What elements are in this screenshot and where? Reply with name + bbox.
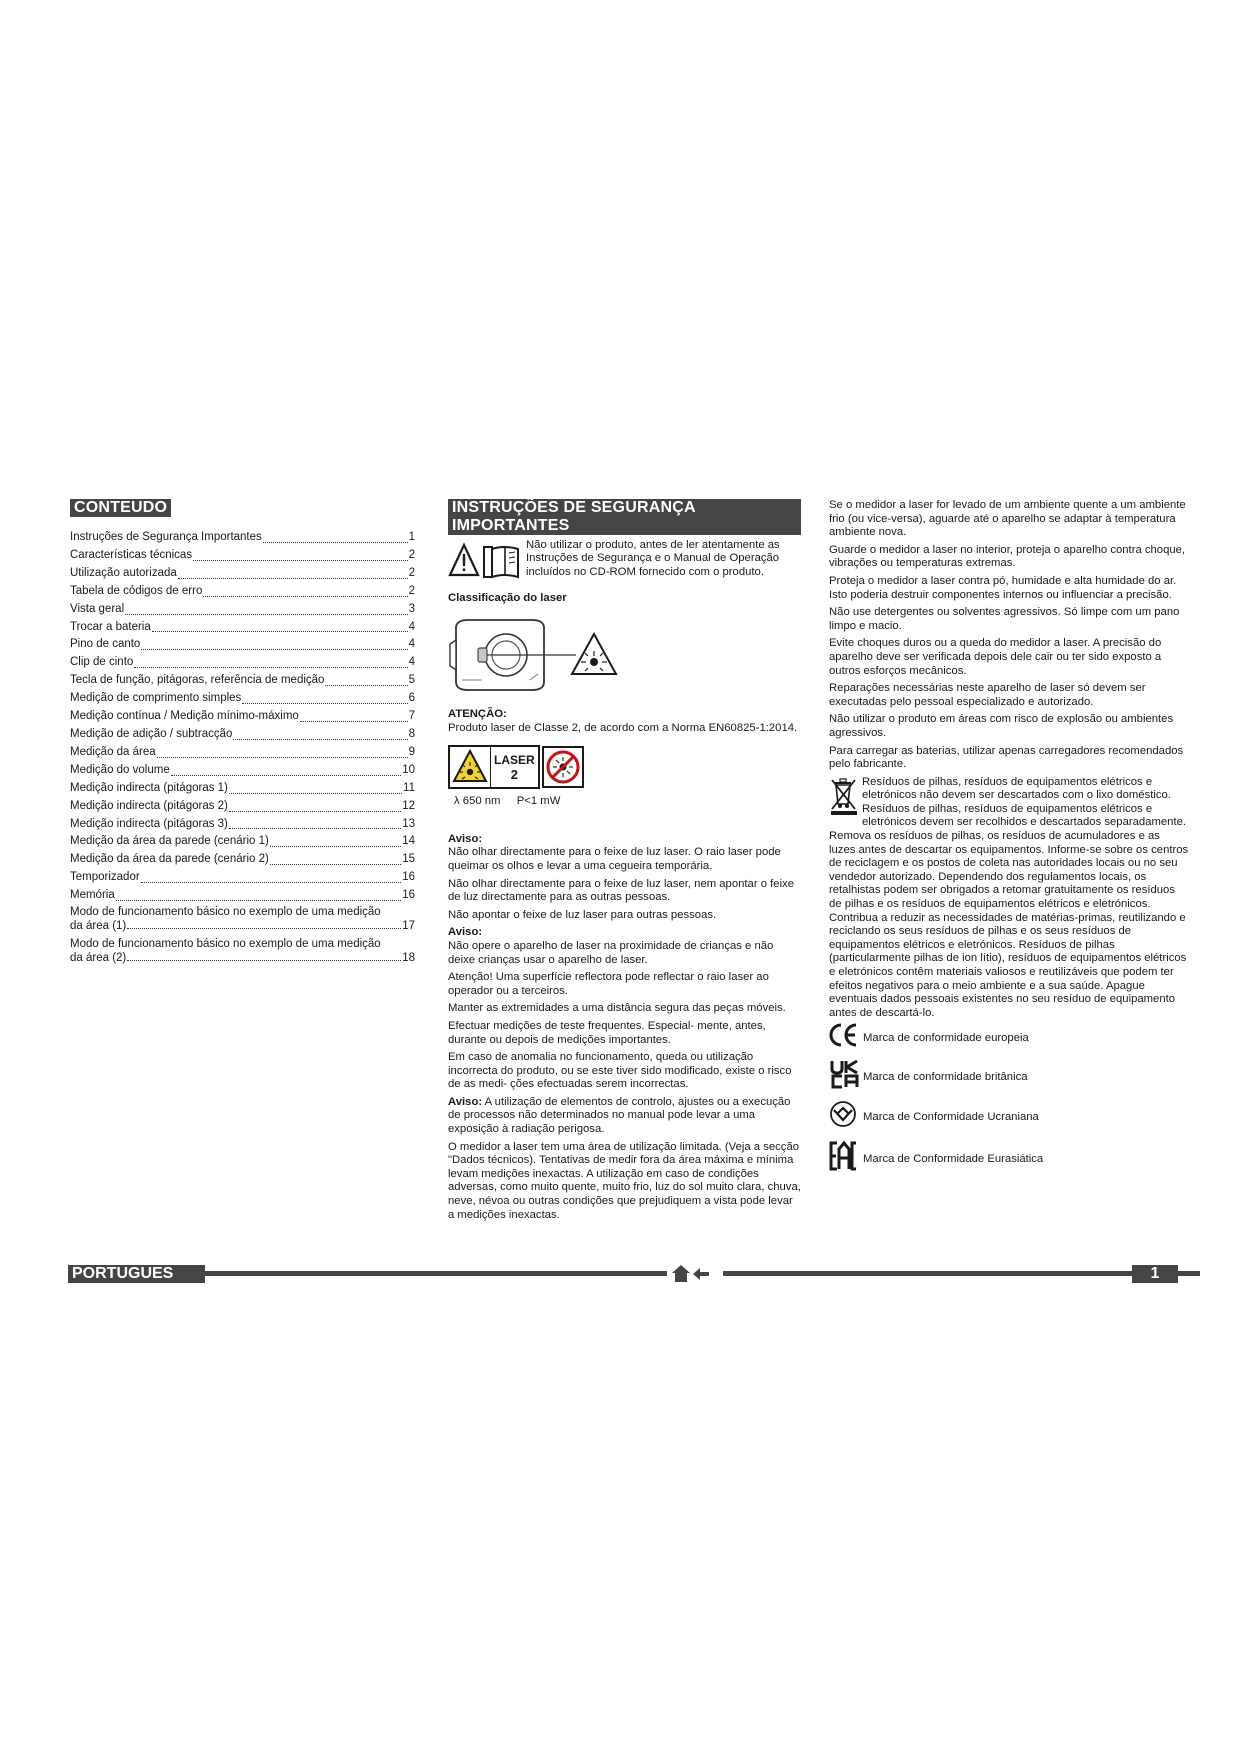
footer-language: PORTUGUES [68,1265,205,1283]
handling-paragraph: Guarde o medidor a laser no interior, proteja o aparelho contra choque, vibrações ou temperaturas extremas. [829,543,1186,570]
handling-paragraph: Se o medidor a laser for levado de um ambiente quente a um ambiente frio (ou vice-versa), aguarde até o aparelho se adaptar à temperatura ambiente nova. [829,499,1186,539]
safety-title: INSTRUÇÕES DE SEGURANÇA IMPORTANTES [448,499,801,535]
toc-item[interactable]: Memória 16 [70,889,415,902]
toc-item[interactable]: Temporizador 16 [70,871,415,884]
footer-rule [723,1271,1200,1276]
weee-text: Resíduos de pilhas, resíduos de equipamentos elétricos e eletrónicos não devem ser descartados com o lixo doméstico. Resíduos de pilhas, resíduos de equipamentos elétricos e eletrónicos devem ser recolhidos e descartados separadamente. [862,775,1187,829]
laser-device-illustration [448,616,628,698]
handling-paragraph: Evite choques duros ou a queda do medidor a laser. A precisão do aparelho deve ser verificada depois dele cair ou ter sido exposto a outros esforços mecânicos. [829,637,1162,677]
laser-power: P<1 mW [516,795,561,808]
toc-item[interactable]: Tecla de função, pitágoras, referência de medição 5 [70,674,415,687]
toc-item[interactable]: Modo de funcionamento básico no exemplo de uma medição da área (2) 18 [70,938,415,965]
warning-paragraph: Não apontar o feixe de luz laser para outras pessoas. [448,908,717,921]
safety-intro-text: Não utilizar o produto, antes de ler atentamente as Instruções de Segurança e o Manual de Operação incluídos no CD-ROM fornecido com o produto. [526,539,780,578]
laser-label: LASER [494,752,535,767]
handling-paragraph: Não use detergentes ou solventes agressivos. Só limpe com um pano limpo e macio. [829,606,1180,632]
laser-class2-badge [448,745,540,789]
attention-text: Produto laser de Classe 2, de acordo com a Norma EN60825-1:2014. [448,721,798,734]
toc-item[interactable]: Modo de funcionamento básico no exemplo de uma medição da área (1) 17 [70,906,415,933]
laser-class-label [448,745,801,789]
home-back-icon[interactable] [671,1265,719,1283]
toc-item[interactable]: Medição indirecta (pitágoras 3) 13 [70,817,415,830]
handling-paragraph: Para carregar as baterias, utilizar apenas carregadores recomendados pelo fabricante. [829,744,1184,771]
laser-class-heading: Classificação do laser [448,592,567,604]
ua-mark-icon [829,1100,857,1128]
laser-warning-icon [450,747,490,787]
warning-paragraph: Não olhar directamente para o feixe de luz laser, nem apontar o feixe de luz directamente para as outras pessoas. [448,877,795,904]
toc-title: CONTEUDO [70,499,171,517]
toc-item[interactable]: Medição do volume 10 [70,763,415,776]
toc-item[interactable]: Medição indirecta (pitágoras 1) 11 [70,781,415,794]
toc-item[interactable]: Medição da área da parede (cenário 2) 15 [70,853,415,866]
warning2-heading: Aviso: [448,926,483,939]
ce-mark-row [829,1022,1189,1053]
toc-item[interactable]: Medição contínua / Medição mínimo-máximo 7 [70,710,415,723]
laser-wavelength: λ 650 nm [454,795,501,808]
footer-rule [205,1271,667,1276]
toc-item[interactable]: Clip de cinto 4 [70,656,415,669]
warning-paragraph: Atenção! Uma superfície reflectora pode reflectar o raio laser ao operador ou a terceiros. [448,971,769,997]
no-staring-icon [542,746,584,788]
attention-block [448,708,801,735]
warning3-label: Aviso: [448,1095,483,1108]
warning3-paragraph [448,1096,801,1137]
toc-item[interactable]: Medição de comprimento simples 6 [70,692,415,705]
warning-paragraph: Em caso de anomalia no funcionamento, queda ou utilização incorrecta do produto, ou se este tiver sido modificado, existe o risco de as medi- ções efectuadas serem incorrectas. [448,1051,792,1091]
ukca-mark-text: Marca de conformidade britânica [863,1070,1028,1083]
toc-item[interactable]: Medição de adição / subtracção 8 [70,727,415,740]
attention-heading: ATENÇÃO: [448,708,507,720]
disposal-text: Remova os resíduos de pilhas, os resíduos de acumuladores e as luzes antes de descartar os equipamentos. Informe-se sobre os centros de reciclagem e os postos de coleta nas autoridades locais ou no seu vendedor autorizado. Dependendo dos regulamentos locais, os retalhistas podem ser obrigados a retomar gratuitamente os resíduos de pilhas e os resíduos de equipamentos elétricos e eletrónicos. Contribua a reduzir as necessidades de matérias-primas, reutilizando e reciclando os seus resíduos de pilhas e os seus resíduos de equipamentos elétricos e eletrónicos. Resíduos de pilhas (particularmente pilhas de ion lítio), resíduos de equipamentos elétricos e eletrónicos contêm materiais valiosos e reutilizáveis que podem ter efeitos negativos para o meio ambiente e a sua saúde. Apague eventuais dados pessoais existentes no seu resíduo de equipamento antes de descartá-lo. [829,830,1189,1019]
toc-item[interactable]: Medição da área 9 [70,745,415,758]
eac-mark-text: Marca de Conformidade Eurasiática [863,1152,1044,1165]
home-back-button[interactable] [671,1265,719,1283]
page-footer [68,1265,1178,1283]
warning-block-2 [448,926,801,1222]
warning3-text: A utilização de elementos de controlo, ajustes ou a execução de processos não determinados no manual pode levar a uma exposição à radiação perigosa. [448,1095,791,1136]
eac-mark-row [829,1141,1189,1176]
warning-paragraph: Manter as extremidades a uma distância segura das peças móveis. [448,1002,786,1015]
toc-item[interactable]: Medição da área da parede (cenário 1) 14 [70,835,415,848]
handling-paragraph: Proteja o medidor a laser contra pó, humidade e alta humidade do ar. Isto poderia destruir componentes internos ou influenciar a precisão. [829,574,1177,601]
handling-column [829,499,1189,1176]
toc-item[interactable]: Trocar a bateria 4 [70,620,415,633]
toc-item[interactable]: Vista geral 3 [70,602,415,615]
ua-mark-row [829,1100,1189,1133]
warning1-heading: Aviso: [448,832,483,845]
ce-mark-icon [829,1022,859,1048]
warning-block-1 [448,833,801,923]
toc-item[interactable]: Tabela de códigos de erro 2 [70,584,415,597]
crossed-bin-icon [829,776,859,816]
toc-item[interactable]: Utilização autorizada 2 [70,566,415,579]
warning-manual-icons [448,539,526,588]
toc-list [70,529,415,965]
handling-paragraph: Reparações necessárias neste aparelho de laser só devem ser executadas pelo pessoal especializado e autorizado. [829,682,1146,708]
warning-paragraph: Não opere o aparelho de laser na proximidade de crianças e não deixe crianças usar o aparelho de laser. [448,939,774,966]
conformity-marks [829,1022,1189,1176]
disposal-block [829,776,1189,1021]
laser-class-number: 2 [510,766,518,782]
safety-column [448,499,801,1226]
laser-spec [454,795,801,809]
safety-intro [448,539,801,588]
ukca-mark-row [829,1059,1189,1094]
toc-item[interactable]: Características técnicas 2 [70,548,415,561]
toc-item[interactable]: Instruções de Segurança Importantes 1 [70,531,415,543]
ua-mark-text: Marca de Conformidade Ucraniana [863,1110,1039,1123]
measurement-limits-paragraph: O medidor a laser tem uma área de utilização limitada. (Veja a secção "Dados técnicos). Tentativas de medir fora da área máxima e mínima levam medições inexactas. A utilização em caso de condições adversas, como muito quente, muito frio, luz do sol muito clara, chuva, neve, névoa ou outras condições que prejudiquem a vista pode levar a medições inexactas. [448,1140,801,1221]
warning-triangle-book-icon [448,539,526,583]
page-number: 1 [1132,1265,1178,1283]
warning-paragraph: Efectuar medições de teste frequentes. Especial- mente, antes, durante ou depois de medições importantes. [448,1019,766,1046]
handling-paragraph: Não utilizar o produto em áreas com risco de explosão ou ambientes agressivos. [829,713,1174,739]
toc-column [70,499,415,969]
warning-paragraph: Não olhar directamente para o feixe de luz laser. O raio laser pode queimar os olhos e levar a uma cegueira temporária. [448,846,781,872]
toc-item[interactable]: Pino de canto 4 [70,638,415,651]
eac-mark-icon [829,1141,857,1171]
handling-text [829,499,1189,772]
ukca-mark-icon [829,1059,859,1089]
toc-item[interactable]: Medição indirecta (pitágoras 2) 12 [70,799,415,812]
ce-mark-text: Marca de conformidade europeia [863,1031,1029,1044]
